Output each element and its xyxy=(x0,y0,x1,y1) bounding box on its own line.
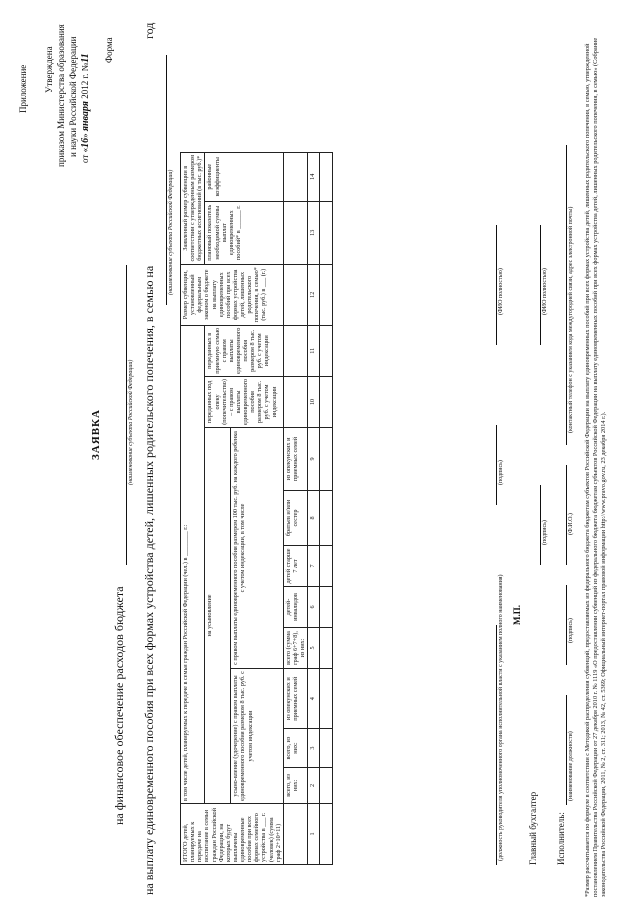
order-line: приказом Министерства образования xyxy=(56,24,66,167)
header-total-c2: всего, из них: xyxy=(283,767,307,803)
colnum-10: 10 xyxy=(308,376,320,427)
document-title: ЗАЯВКА xyxy=(90,409,102,460)
subject-hint-1: (наименование субъекта Российской Федерации) xyxy=(128,359,134,485)
executor-position-line xyxy=(566,695,567,805)
col12-blank xyxy=(283,264,307,325)
chief-signature-line xyxy=(540,485,541,565)
header-declared-subvention: Заявленный размер субвенции в соответствии с утвержденным размером бюджетных ассигнований (в тыс. руб.)* xyxy=(181,152,205,264)
header-regional-coef: районные коэффициенты xyxy=(205,152,283,201)
colnum-8: 8 xyxy=(308,491,320,546)
header-subvention-law: Размер субвенции, установленный федеральным законом о бюджете на выплату единовременных пособий при всех формах устройства детей, лишенных родительского попечения, в семью* (тыс. руб.) в ___ (г.) xyxy=(181,264,284,325)
executor-contacts-line xyxy=(566,145,567,445)
col1-blank xyxy=(283,804,307,865)
date-month: января xyxy=(80,101,91,132)
colnum-3: 3 xyxy=(308,729,320,767)
colnum-6: 6 xyxy=(308,587,320,628)
colnum-4: 4 xyxy=(308,669,320,729)
header-including: в том числе детей, планируемых к передаче в семьи граждан Российской Федерации (чел.) в ________ г.: xyxy=(181,325,205,803)
colnum-2: 2 xyxy=(308,767,320,803)
col10-blank xyxy=(283,376,307,427)
year-suffix: год xyxy=(142,22,156,39)
colnum-1: 1 xyxy=(308,804,320,865)
head-fio-line xyxy=(496,225,497,345)
head-fio-hint: (ФИО полностью) xyxy=(498,268,504,315)
header-total: ИТОГО детей, планируемых к передаче на воспитание в семьи граждан Российской Федерации, на которых будут выплачены единовременные пособия при всех формах семейного устройства в ___ г. (человек) (сумма граф 2+10+11) xyxy=(181,804,284,865)
colnum-12: 12 xyxy=(308,264,320,325)
colnum-7: 7 xyxy=(308,546,320,587)
header-adopt-100k: с правом выплаты единовременного пособия размером 100 тыс. руб. на каждого ребенка с учетом индексации, в том числе xyxy=(231,428,283,669)
header-total-c3: всего, из них: xyxy=(283,729,307,767)
executor-fio-line xyxy=(566,465,567,565)
appendix-label: Приложение xyxy=(18,64,28,113)
application-table xyxy=(180,152,333,865)
colnum-9: 9 xyxy=(308,428,320,491)
subtitle-financing: на финансовое обеспечение расходов бюджета xyxy=(112,586,126,825)
head-signature-line xyxy=(496,425,497,505)
colnum-11: 11 xyxy=(308,325,320,376)
executor-signature-hint: (подпись) xyxy=(568,618,574,643)
col14-blank xyxy=(283,152,307,201)
form-label: Форма xyxy=(104,37,114,63)
head-position-hint: (должность руководителя уполномоченного органа исполнительной власти с указанием полного наименования) xyxy=(498,574,504,861)
head-position-line xyxy=(496,625,497,865)
header-adoption: на усыновление xyxy=(205,428,231,804)
footnote: *Размер рассчитывается по формуле в соответствии с Методикой распределения субвенций, предоставляемых из федерального бюджета бюджетам субъектов Российской Федерации на выплату единовременных пособий при всех формах устройства детей, лишенных родительского попечения, в семью, утвержденной постановлением Правительства Российской Федерации от 27 декабря 2010 г. № 1119 «О предоставлении субвенций из федерального бюджета бюджетам субъектов Российской Федерации на выплату единовременных пособий при всех формах устройства детей, лишенных родительского попечения, в семью» (Собрание законодательства Российской Федерации, 2011, № 2, ст. 311; 2013, № 42, ст. 5369; Официальный интернет-портал правовой информации http://www.pravo.gov.ru, 23 декабря 2014 г.). xyxy=(584,37,608,897)
ministry-line: и науки Российской Федерации xyxy=(68,36,78,157)
table-row xyxy=(320,152,333,864)
subject-underline-1 xyxy=(126,265,127,565)
header-from-guard: из опекунских и приемных семей xyxy=(283,428,307,491)
executor-contacts-hint: (контактный телефон с указанием кода междугородней связи, адрес электронной почты) xyxy=(568,206,574,433)
order-number: 11 xyxy=(80,53,91,63)
approved-label: Утверждена xyxy=(44,46,54,93)
col11-blank xyxy=(283,325,307,376)
header-foster: переданных в приемную семью с правом выплаты единовременного пособия размером 8 тыс. руб. с учетом индексации xyxy=(205,325,283,376)
colnum-5: 5 xyxy=(308,628,320,669)
colnum-13: 13 xyxy=(308,201,320,264)
colnum-14: 14 xyxy=(308,152,320,201)
col13-blank xyxy=(283,201,307,264)
date-day: 16 xyxy=(80,137,91,148)
subject-underline-2 xyxy=(166,55,167,305)
column-number-row xyxy=(308,152,320,864)
chief-fio-line xyxy=(540,225,541,345)
seal-mark: М.П. xyxy=(512,605,522,625)
header-guardianship: переданных под опеку (попечительство) – с правом выплаты единовременного пособия размером 8 тыс. руб. с учетом индексации xyxy=(205,376,283,427)
header-disabled: детей-инвалидов xyxy=(283,587,307,628)
executor-position-hint: (наименование должности) xyxy=(568,731,574,801)
order-date-line: от «16» января 2012 г. №11 xyxy=(80,53,91,163)
chief-accountant-label: Главный бухгалтер xyxy=(528,791,538,865)
header-older7: детей старше 7 лет xyxy=(283,546,307,587)
executor-label: Исполнитель: xyxy=(556,812,566,865)
subtitle-payment: на выплату единовременного пособия при всех формах устройства детей, лишенных родительского попечения, в семью на xyxy=(142,265,156,895)
header-adopt-8k: усыно-вление (удочерение) с правом выплаты единовременного пособия размером 8 тыс. руб. с учетом индексации xyxy=(231,669,283,804)
header-from-c4: из опекунских и приемных семей xyxy=(283,669,307,729)
chief-signature-hint: (подпись) xyxy=(542,520,548,545)
head-signature-hint: (подпись) xyxy=(498,460,504,485)
header-planned-sum: плановый показатель необходимой суммы выплат единовременных пособий* в ______ г. xyxy=(205,201,283,264)
header-all-c5: всего (сумма граф 6+7+8), из них: xyxy=(283,628,307,669)
chief-fio-hint: (ФИО полностью) xyxy=(542,268,548,315)
header-siblings: братьев и/или сестер xyxy=(283,491,307,546)
executor-fio-hint: (Ф.И.О.) xyxy=(568,513,574,535)
subject-hint-2: (наименование субъекта Российской Федерации) xyxy=(168,169,174,295)
executor-signature-line xyxy=(566,585,567,665)
